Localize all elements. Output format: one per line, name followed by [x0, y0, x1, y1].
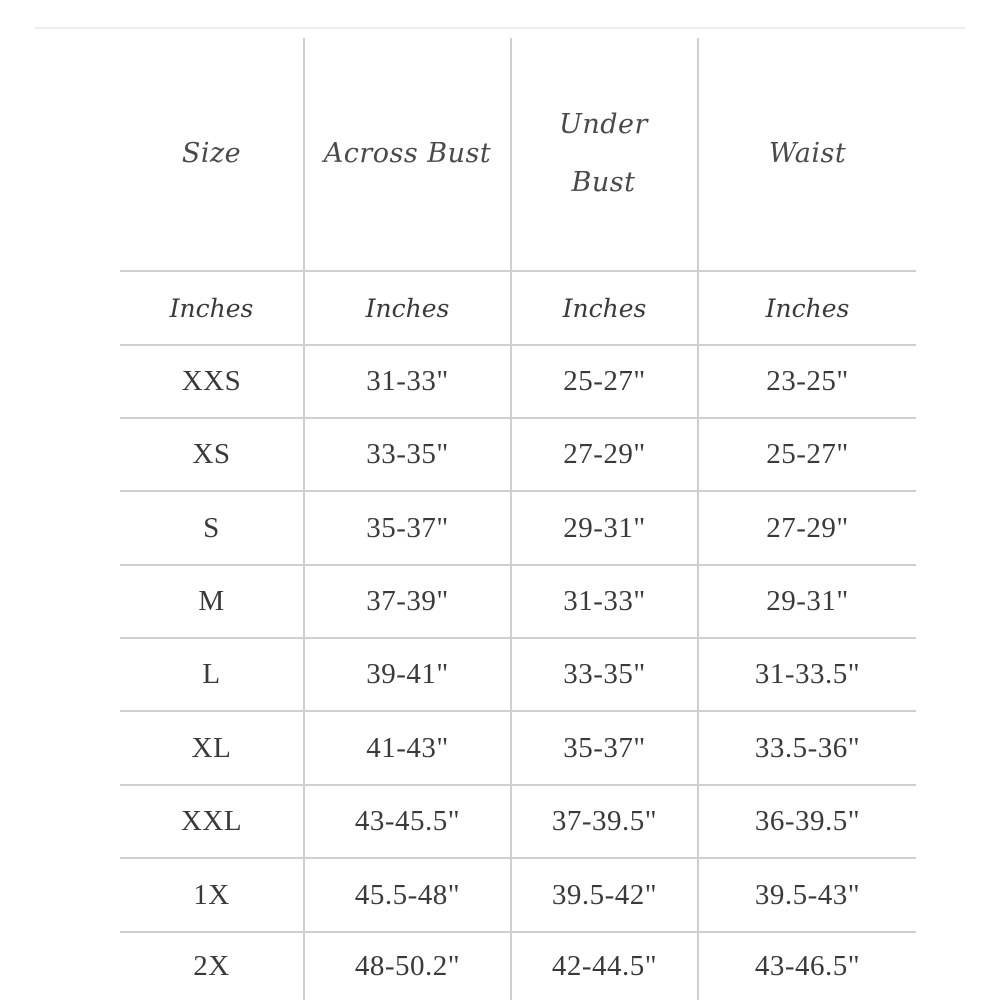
cell-under-bust: 25-27" [563, 365, 646, 397]
cell-size: 1X [193, 878, 230, 911]
cell-under-bust: 35-37" [563, 731, 646, 764]
cell-waist: 43-46.5" [754, 950, 861, 982]
cell-under-bust: 29-31" [563, 511, 646, 544]
cell-size: XS [192, 438, 231, 470]
cell-waist: 39.5-43" [754, 878, 861, 911]
cell-under-bust: 31-33" [563, 585, 646, 617]
cell-under-bust: 33-35" [563, 658, 646, 690]
header-under-bust: Under Bust [559, 109, 648, 198]
cell-across-bust: 43-45.5" [354, 805, 461, 837]
cell-size: XL [191, 731, 232, 764]
cell-size: XXS [181, 365, 242, 397]
cell-waist: 25-27" [766, 438, 849, 470]
header-across-bust: Across Bust [323, 138, 492, 169]
cell-under-bust: 42-44.5" [551, 950, 658, 982]
unit-under-bust: Inches [562, 293, 647, 323]
cell-size: XXL [180, 805, 243, 837]
cell-size: 2X [193, 950, 230, 982]
cell-waist: 29-31" [766, 585, 849, 617]
cell-under-bust: 27-29" [563, 438, 646, 470]
cell-size: S [203, 511, 220, 544]
cell-size: M [198, 585, 225, 617]
cell-waist: 31-33.5" [754, 658, 861, 690]
cell-waist: 23-25" [766, 365, 849, 397]
cell-across-bust: 33-35" [366, 438, 449, 470]
cell-size: L [202, 658, 221, 690]
unit-across-bust: Inches [365, 293, 450, 323]
cell-across-bust: 45.5-48" [354, 878, 461, 911]
cell-waist: 36-39.5" [754, 805, 861, 837]
cell-across-bust: 39-41" [366, 658, 449, 690]
cell-across-bust: 48-50.2" [354, 950, 461, 982]
cell-under-bust: 37-39.5" [551, 805, 658, 837]
unit-waist: Inches [765, 293, 850, 323]
header-waist: Waist [768, 138, 847, 169]
cell-under-bust: 39.5-42" [551, 878, 658, 911]
cell-across-bust: 31-33" [366, 365, 449, 397]
header-size: Size [181, 138, 242, 169]
cell-waist: 33.5-36" [754, 731, 861, 764]
cell-waist: 27-29" [766, 511, 849, 544]
cell-across-bust: 35-37" [366, 511, 449, 544]
cell-across-bust: 37-39" [366, 585, 449, 617]
cell-across-bust: 41-43" [366, 731, 449, 764]
unit-size: Inches [169, 293, 254, 323]
top-divider [35, 27, 965, 29]
